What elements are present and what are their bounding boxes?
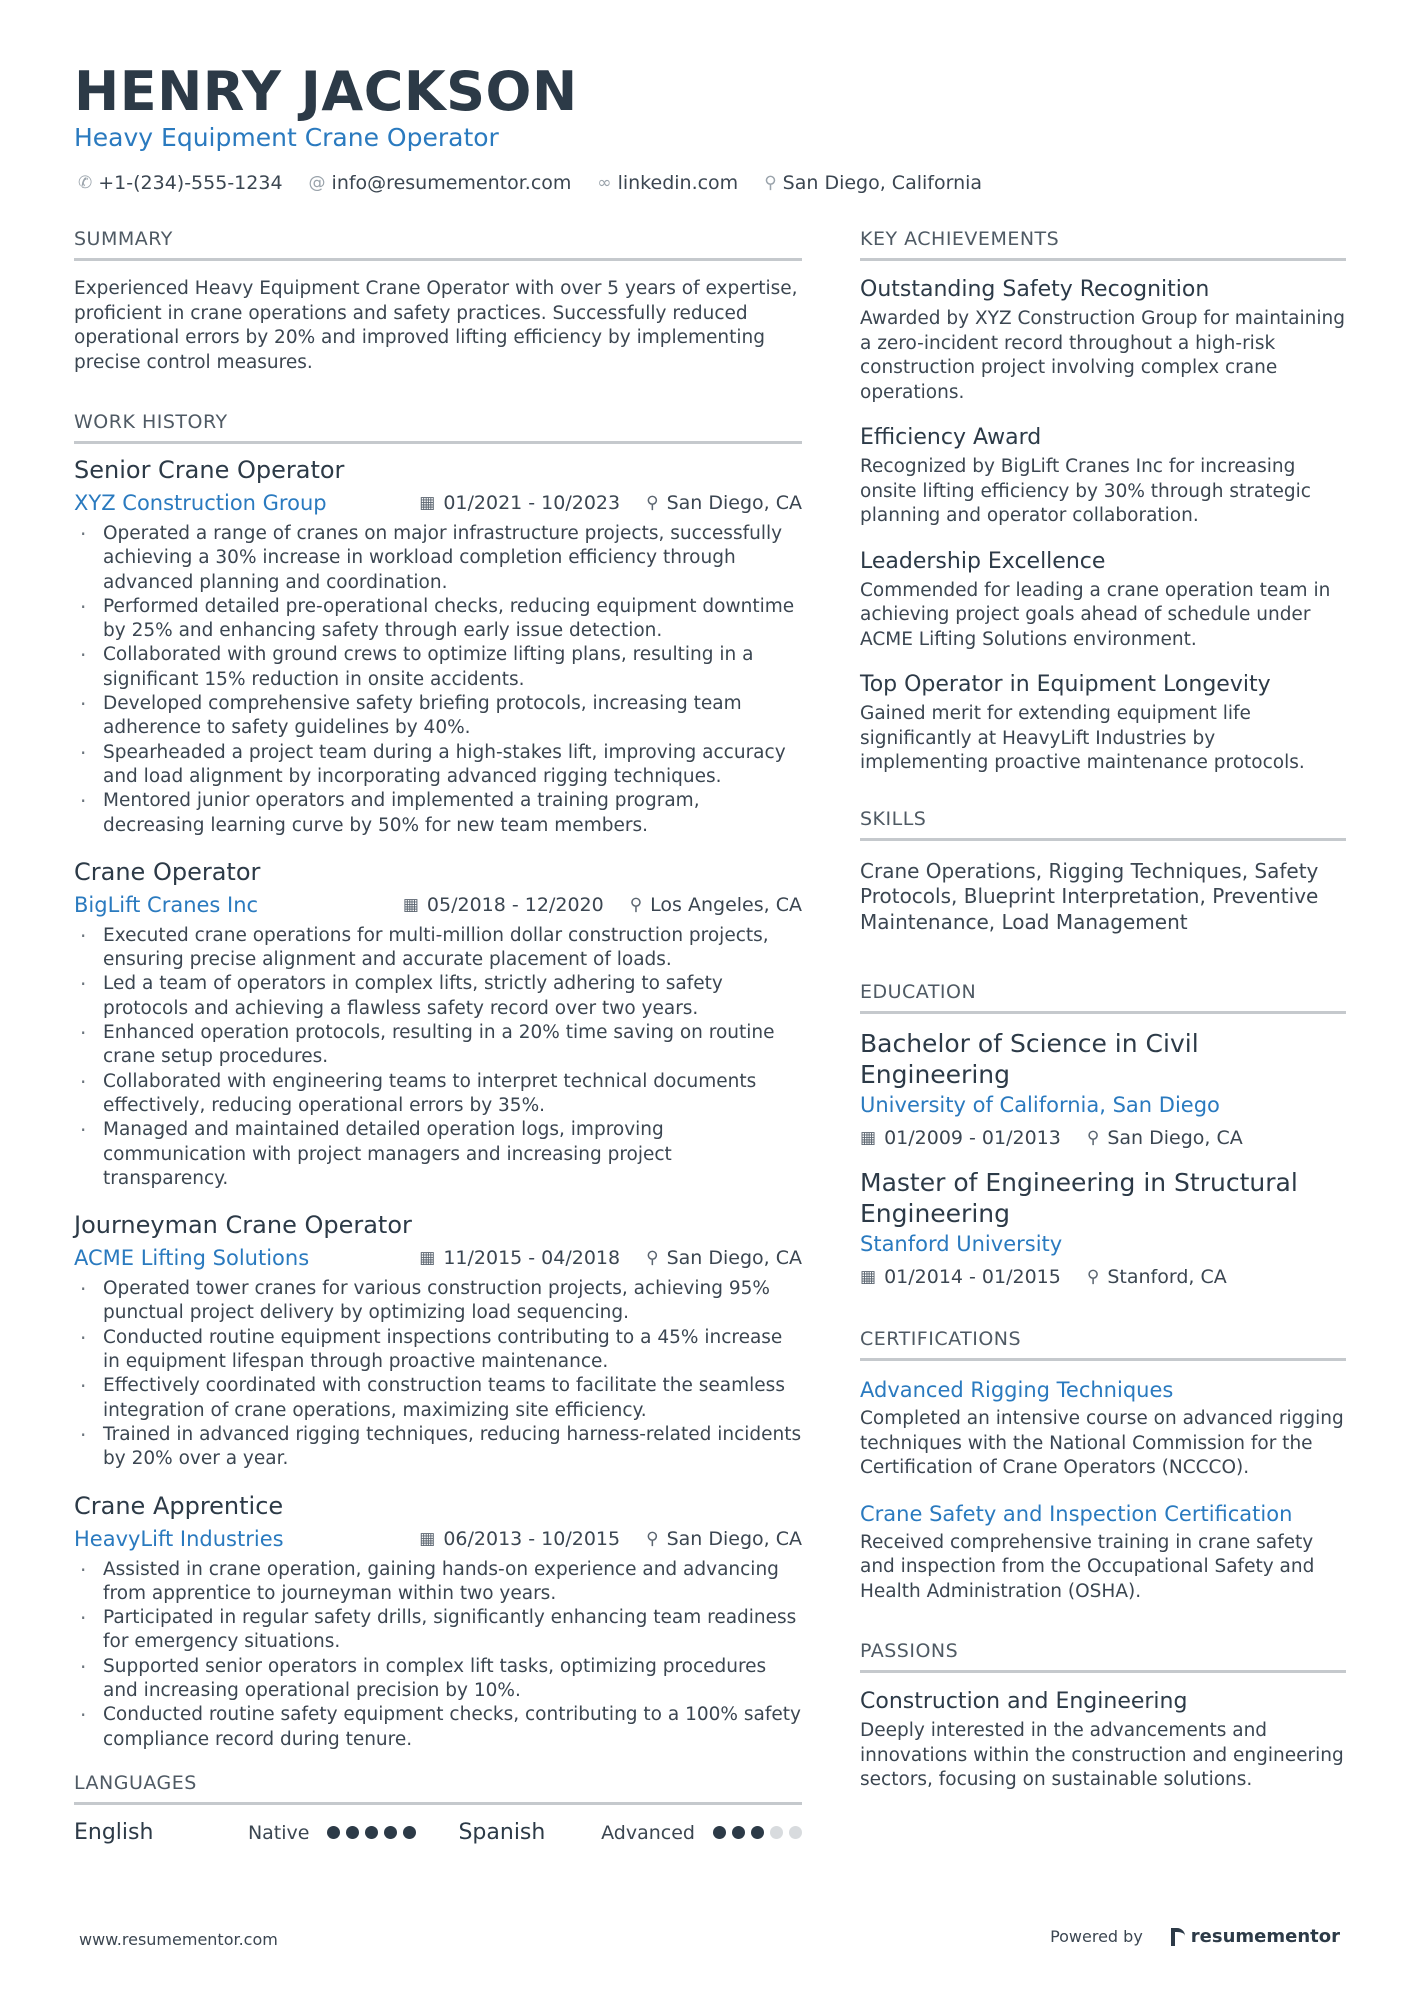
job-bullet: · Operated a range of cranes on major infrastructure projects, successfully achieving a 30% increase in workload completion efficiency through advanced planning and coordination. (74, 522, 802, 595)
job-meta-right (419, 488, 802, 518)
job-bullet: · Led a team of operators in complex lifts, strictly adhering to safety protocols and achieving a flawless safety record over two years. (74, 972, 802, 1021)
certification-item (860, 1375, 1346, 1481)
brand-logo[interactable] (1171, 1926, 1340, 1947)
language-level: Advanced (601, 1821, 695, 1844)
rating-dot (732, 1826, 745, 1839)
contact-location-text: San Diego, California (782, 172, 983, 194)
skills-text: Crane Operations, Rigging Techniques, Safety Protocols, Blueprint Interpretation, Preventive Maintenance, Load Management (860, 858, 1319, 934)
rating-dot (346, 1826, 359, 1839)
education-dates (860, 1262, 1061, 1292)
job-meta (74, 890, 802, 920)
calendar-icon: ▦ (419, 1248, 436, 1269)
skills-heading: SKILLS (860, 806, 1346, 841)
right-column (860, 226, 1346, 1811)
job-bullet: · Mentored junior operators and implemented a training program, decreasing learning curve by 50% for new team members. (74, 789, 802, 838)
achievement-title: Outstanding Safety Recognition (860, 277, 1210, 302)
candidate-title: Heavy Equipment Crane Operator (74, 123, 499, 152)
contact-email[interactable] (309, 170, 572, 196)
job-location (646, 488, 802, 518)
contact-linkedin[interactable] (597, 170, 738, 196)
contact-phone-text: +1-(234)-555-1234 (98, 172, 283, 194)
job-dates (419, 1243, 620, 1273)
certification-title[interactable]: Advanced Rigging Techniques (860, 1378, 1174, 1402)
contact-phone[interactable] (78, 170, 283, 196)
job-bullets (74, 924, 802, 1191)
job-meta-right (419, 1524, 802, 1554)
job-dates-text: 06/2013 - 10/2015 (443, 1527, 621, 1550)
work-history-section (74, 409, 802, 1752)
certification-title[interactable]: Crane Safety and Inspection Certification (860, 1501, 1293, 1526)
contact-bar (78, 170, 982, 196)
achievement-title: Top Operator in Equipment Longevity (860, 672, 1271, 697)
achievement-text: Recognized by BigLift Cranes Inc for increasing onsite lifting efficiency by 30% through strategic planning and operator collaboration. (860, 456, 1311, 526)
job-bullet: · Assisted in crane operation, gaining hands-on experience and advancing from apprentice to journeyman within two years. (74, 1558, 802, 1607)
education-list (860, 1028, 1346, 1292)
location-icon: ⚲ (764, 173, 777, 193)
calendar-icon: ▦ (419, 493, 436, 513)
languages-row (74, 1817, 802, 1849)
job-bullet: · Enhanced operation protocols, resulting in a 20% time saving on routine crane setup procedures. (74, 1021, 802, 1070)
job-entry (74, 1490, 802, 1752)
job-location-text: Los Angeles, CA (650, 893, 802, 916)
footer-website[interactable]: www.resumementor.com (79, 1930, 278, 1949)
certification-text: Received comprehensive training in crane safety and inspection from the Occupational Safety and Health Administration (OSHA). (860, 1531, 1315, 1602)
achievements-section (860, 226, 1346, 776)
calendar-icon: ▦ (860, 1128, 877, 1148)
language-rating (327, 1826, 416, 1839)
degree-title: Master of Engineering in Structural Engineering (860, 1168, 1298, 1228)
job-bullet: · Trained in advanced rigging techniques, reducing harness-related incidents by 20% over a year. (74, 1423, 802, 1472)
education-location (1087, 1262, 1227, 1292)
education-dates (860, 1123, 1061, 1153)
job-entry (74, 1209, 802, 1471)
company-name[interactable]: ACME Lifting Solutions (74, 1246, 310, 1271)
job-dates-text: 01/2021 - 10/2023 (443, 492, 621, 514)
powered-by-text: Powered by (1050, 1927, 1143, 1946)
location-icon: ⚲ (1086, 1267, 1100, 1287)
passion-item (860, 1687, 1346, 1793)
education-meta (860, 1123, 1346, 1153)
passion-title: Construction and Engineering (860, 1689, 1188, 1714)
achievement-title: Efficiency Award (860, 425, 1042, 450)
achievement-text: Commended for leading a crane operation team in achieving project goals ahead of schedule under ACME Lifting Solutions environment. (860, 579, 1331, 650)
certification-item (860, 1499, 1346, 1605)
job-location (646, 1243, 802, 1273)
job-bullet: · Spearheaded a project team during a high-stakes lift, improving accuracy and load alignment by incorporating advanced rigging techniques. (74, 741, 802, 790)
job-title: Crane Apprentice (74, 1491, 284, 1520)
job-entry (74, 454, 802, 838)
summary-text: Experienced Heavy Equipment Crane Operator with over 5 years of expertise, proficient in crane operations and safety practices. Successfully reduced operational errors by 20% and improved lifting efficiency by implementing precise control measures. (74, 278, 798, 373)
job-bullet: · Executed crane operations for multi-million dollar construction projects, ensuring precise alignment and accurate placement of loads. (74, 924, 802, 973)
job-meta-right (403, 890, 802, 920)
job-bullet: · Performed detailed pre-operational checks, reducing equipment downtime by 25% and enhancing safety through early issue detection. (74, 595, 802, 644)
summary-heading: SUMMARY (74, 226, 802, 261)
certification-text: Completed an intensive course on advanced rigging techniques with the National Commission for the Certification of Crane Operators (NCCCO). (860, 1408, 1344, 1478)
rating-dot (365, 1826, 378, 1839)
rating-dot (751, 1826, 764, 1839)
achievement-list (860, 275, 1346, 776)
job-location-text: San Diego, CA (666, 492, 802, 514)
at-icon: @ (308, 173, 326, 193)
language-name: Spanish (458, 1819, 546, 1845)
job-bullet: · Conducted routine safety equipment checks, contributing to a 100% safety compliance record during tenure. (74, 1703, 802, 1752)
achievement-title: Leadership Excellence (860, 548, 1106, 574)
rating-dot (384, 1826, 397, 1839)
company-name[interactable]: BigLift Cranes Inc (74, 892, 259, 917)
contact-linkedin-text: linkedin.com (617, 172, 739, 194)
location-icon: ⚲ (646, 493, 659, 513)
achievement-item (860, 275, 1346, 405)
passions-heading: PASSIONS (860, 1638, 1346, 1673)
company-name[interactable]: XYZ Construction Group (74, 491, 327, 515)
candidate-name: HENRY JACKSON (74, 60, 578, 123)
job-list (74, 454, 802, 1752)
languages-section (74, 1770, 802, 1849)
achievement-item (860, 423, 1346, 529)
language-name: English (74, 1819, 154, 1845)
achievement-text: Gained merit for extending equipment life significantly at HeavyLift Industries by implementing proactive maintenance protocols. (860, 703, 1305, 773)
brand-mark-icon (1171, 1928, 1185, 1946)
location-icon: ⚲ (646, 1528, 659, 1549)
job-bullet: · Effectively coordinated with construction teams to facilitate the seamless integration of crane operations, maximizing site efficiency. (74, 1374, 802, 1423)
education-dates-text: 01/2014 - 01/2015 (884, 1266, 1061, 1288)
education-dates-text: 01/2009 - 01/2013 (884, 1127, 1061, 1149)
job-bullet: · Operated tower cranes for various construction projects, achieving 95% punctual project delivery by optimizing load sequencing. (74, 1277, 802, 1326)
language-rating (713, 1826, 802, 1839)
rating-dot (327, 1826, 340, 1839)
job-bullets (74, 1277, 802, 1471)
certifications-heading: CERTIFICATIONS (860, 1326, 1346, 1361)
language-level: Native (247, 1821, 310, 1844)
summary-section (74, 226, 802, 375)
job-bullets (74, 1558, 802, 1752)
job-bullet: · Developed comprehensive safety briefing protocols, increasing team adherence to safety guidelines by 40%. (74, 692, 802, 741)
calendar-icon: ▦ (402, 894, 419, 915)
job-bullet: · Conducted routine equipment inspections contributing to a 45% increase in equipment lifespan through proactive maintenance. (74, 1326, 802, 1375)
education-location (1087, 1123, 1243, 1153)
rating-dot (770, 1826, 783, 1839)
education-heading: EDUCATION (860, 979, 1346, 1014)
job-meta (74, 1524, 802, 1554)
job-dates (403, 890, 604, 920)
job-bullet: · Supported senior operators in complex lift tasks, optimizing procedures and increasing operational precision by 10%. (74, 1655, 802, 1704)
achievement-item (860, 547, 1346, 653)
job-dates-text: 05/2018 - 12/2020 (426, 893, 604, 916)
achievement-text: Awarded by XYZ Construction Group for maintaining a zero-incident record throughout a high-risk construction project involving complex crane operations. (860, 308, 1345, 403)
phone-icon: ✆ (78, 173, 93, 193)
degree-title: Bachelor of Science in Civil Engineering (860, 1029, 1199, 1089)
job-title: Senior Crane Operator (74, 456, 345, 484)
contact-email-text: info@resumementor.com (331, 172, 572, 194)
contact-location (764, 170, 982, 196)
job-meta-right (419, 1243, 802, 1273)
certification-list (860, 1375, 1346, 1604)
passion-text: Deeply interested in the advancements and innovations within the construction and engineering sectors, focusing on sustainable solutions. (860, 1720, 1344, 1790)
job-bullet: · Managed and maintained detailed operation logs, improving communication with project managers and increasing project transparency. (74, 1118, 802, 1191)
job-meta (74, 488, 802, 518)
education-location-text: San Diego, CA (1107, 1127, 1243, 1149)
job-location-text: San Diego, CA (666, 1527, 802, 1550)
company-name[interactable]: HeavyLift Industries (74, 1526, 284, 1551)
job-bullet: · Collaborated with ground crews to optimize lifting plans, resulting in a significant 15% reduction in onsite accidents. (74, 643, 802, 692)
job-entry (74, 856, 802, 1191)
job-meta (74, 1243, 802, 1273)
passions-section (860, 1638, 1346, 1793)
school-name[interactable]: University of California, San Diego (860, 1093, 1220, 1117)
job-bullet: · Collaborated with engineering teams to interpret technical documents effectively, reducing operational errors by 35%. (74, 1070, 802, 1119)
rating-dot (403, 1826, 416, 1839)
education-item (860, 1167, 1346, 1292)
passion-list (860, 1687, 1346, 1793)
job-location (646, 1524, 802, 1554)
link-icon: ∞ (597, 173, 612, 193)
job-dates-text: 11/2015 - 04/2018 (443, 1247, 621, 1270)
job-location (630, 890, 802, 920)
school-name[interactable]: Stanford University (860, 1232, 1063, 1256)
job-title: Crane Operator (74, 857, 261, 886)
rating-dot (789, 1826, 802, 1839)
achievement-item (860, 670, 1346, 776)
education-meta (860, 1262, 1346, 1292)
education-location-text: Stanford, CA (1107, 1266, 1227, 1288)
brand-name: resumementor (1190, 1926, 1340, 1947)
job-bullet: · Participated in regular safety drills, significantly enhancing team readiness for emergency situations. (74, 1606, 802, 1655)
calendar-icon: ▦ (419, 1528, 436, 1549)
work-history-heading: WORK HISTORY (74, 409, 802, 444)
location-icon: ⚲ (629, 894, 643, 915)
job-dates (419, 1524, 620, 1554)
location-icon: ⚲ (1086, 1128, 1100, 1148)
location-icon: ⚲ (646, 1248, 659, 1269)
job-dates (419, 488, 620, 518)
education-item (860, 1028, 1346, 1153)
rating-dot (713, 1826, 726, 1839)
education-section (860, 979, 1346, 1292)
footer-brand (1050, 1926, 1340, 1947)
job-bullets (74, 522, 802, 838)
achievements-heading: KEY ACHIEVEMENTS (860, 226, 1346, 261)
skills-section (860, 806, 1346, 936)
certifications-section (860, 1326, 1346, 1604)
calendar-icon: ▦ (860, 1267, 877, 1287)
job-title: Journeyman Crane Operator (74, 1211, 412, 1240)
left-column (74, 226, 802, 1849)
languages-heading: LANGUAGES (74, 1770, 802, 1805)
job-location-text: San Diego, CA (666, 1247, 802, 1270)
